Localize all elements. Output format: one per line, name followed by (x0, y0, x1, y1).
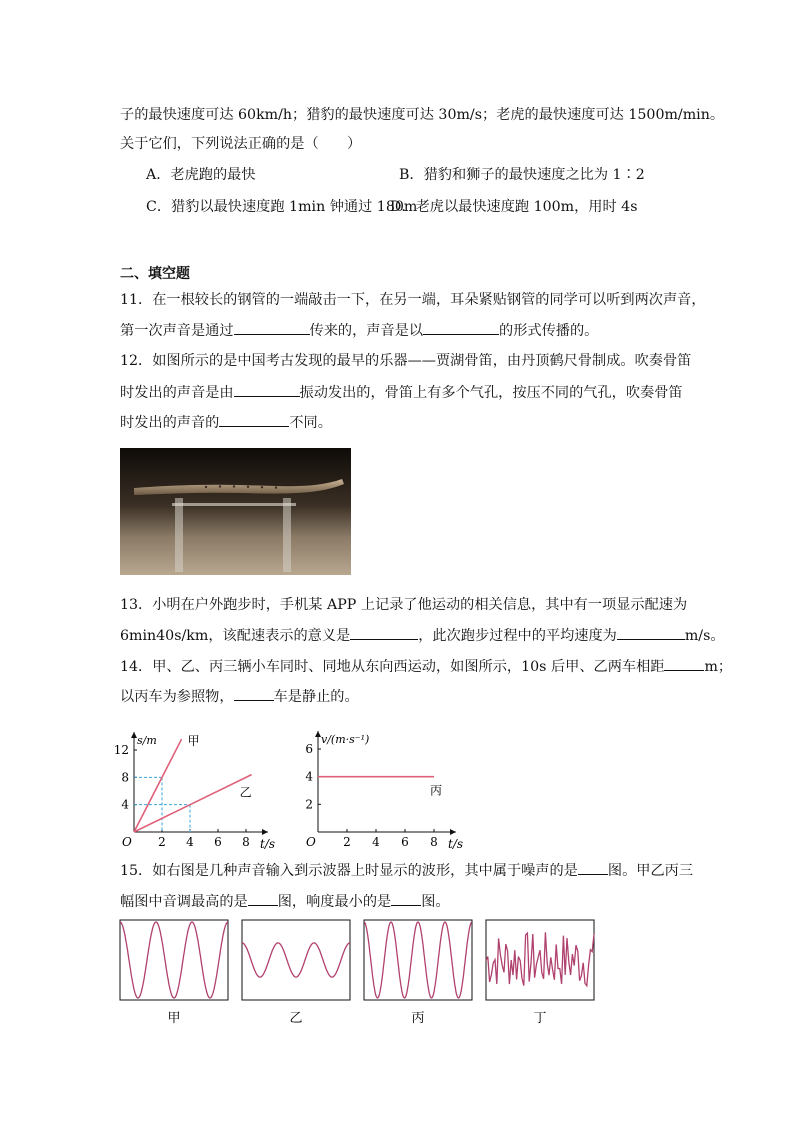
q15-blank-1[interactable] (578, 860, 608, 875)
series-label: 丙 (430, 783, 443, 798)
q11-line2 (120, 320, 598, 341)
x-axis-arrow (450, 829, 456, 835)
q11-text-b: 传来的，声音是以 (309, 323, 424, 339)
bone-flute-illustration (120, 448, 351, 575)
wave-panel-frame (242, 920, 350, 1000)
q14-blank-2[interactable] (234, 686, 274, 701)
q14-blank-1[interactable] (664, 656, 704, 671)
q10-option-c: C．猎豹以最快速度跑 1min 钟通过 180m (146, 199, 418, 215)
q13-text-c: m/s。 (684, 628, 725, 644)
q14-line2 (120, 686, 359, 707)
q12-text-b: 振动发出的，骨笛上有多个气孔，按压不同的气孔，吹奏骨笛 (299, 385, 683, 401)
wave-panel-label: 丙 (411, 1011, 425, 1026)
x-tick-label: 2 (343, 835, 351, 849)
q11-text-a: 第一次声音是通过 (120, 323, 234, 339)
x-axis-label: t/s (260, 837, 276, 850)
x-axis-arrow (262, 829, 268, 835)
q10-line2: 关于它们，下列说法正确的是（ ） (120, 136, 362, 152)
x-tick-label: 2 (158, 835, 166, 849)
q14-line1 (120, 656, 732, 677)
q15-line1 (120, 860, 693, 881)
q14-text-c: 以丙车为参照物， (120, 689, 234, 705)
y-axis-label: v/(m·s⁻¹) (321, 733, 370, 746)
wave-panel-label: 乙 (289, 1011, 303, 1026)
y-axis-label: s/m (137, 734, 157, 747)
q15-text-b: 图。甲乙丙三 (607, 863, 694, 879)
series-label: 甲 (187, 734, 200, 749)
x-tick-label: 8 (430, 835, 438, 849)
series-line-1 (134, 775, 252, 832)
q11-blank-1[interactable] (234, 320, 310, 335)
q13-text-b: ，此次跑步过程中的平均速度为 (418, 628, 617, 644)
q12-blank-1[interactable] (234, 382, 300, 397)
q14-text-a: 14．甲、乙、丙三辆小车同时、同地从东向西运动，如图所示，10s 后甲、乙两车相距 (120, 659, 665, 675)
q12-text-d: 不同。 (289, 415, 332, 431)
x-tick-label: 8 (242, 835, 250, 849)
q15-text-a: 15．如右图是几种声音输入到示波器上时显示的波形，其中属于噪声的是 (120, 863, 578, 879)
q10-line1: 子的最快速度可达 60km/h；猎豹的最快速度可达 30m/s；老虎的最快速度可达 1500m/min。 (120, 107, 725, 123)
series-label: 乙 (239, 785, 252, 800)
wave-panel-frame (120, 920, 228, 1000)
q15-text-c: 幅图中音调最高的是 (120, 894, 248, 910)
q11-line1: 11．在一根较长的钢管的一端敲击一下，在另一端，耳朵紧贴钢管的同学可以听到两次声音， (120, 292, 706, 308)
q13-line1: 13．小明在户外跑步时，手机某 APP 上记录了他运动的相关信息，其中有一项显示配速为 (120, 597, 688, 613)
q14-text-b: m； (704, 659, 733, 675)
q11-blank-2[interactable] (423, 320, 499, 335)
q10-option-d: D．老虎以最快速度跑 100m，用时 4s (390, 199, 638, 215)
q14-text-d: 车是静止的。 (273, 689, 359, 705)
q13-text-a: 6min40s/km，该配速表示的意义是 (120, 628, 351, 644)
q15-blank-2[interactable] (248, 891, 278, 906)
x-tick-label: 6 (401, 835, 409, 849)
wave-panel-label: 甲 (167, 1011, 181, 1026)
q12-line1: 12．如图所示的是中国考古发现的最早的乐器——贾湖骨笛，由丹顶鹤尺骨制成。吹奏骨笛 (120, 353, 692, 369)
q12-line2 (120, 382, 683, 403)
y-tick-label: 8 (121, 770, 129, 785)
x-tick-label: 4 (186, 835, 194, 849)
waveform-panels (118, 918, 598, 1028)
st-graph (112, 714, 282, 850)
q10-option-a: A．老虎跑的最快 (146, 167, 256, 183)
x-tick-label: 6 (214, 835, 222, 849)
series-line-0 (134, 739, 182, 832)
q15-text-d: 图，响度最小的是 (277, 894, 392, 910)
q12-text-a: 时发出的声音是由 (120, 385, 234, 401)
q13-blank-2[interactable] (617, 625, 685, 640)
section-title: 二、填空题 (120, 266, 190, 282)
q12-text-c: 时发出的声音的 (120, 415, 220, 431)
q12-blank-2[interactable] (219, 412, 289, 427)
q12-line3 (120, 412, 332, 433)
q11-text-c: 的形式传播的。 (499, 323, 599, 339)
q10-option-b: B．猎豹和狮子的最快速度之比为 1∶2 (399, 167, 645, 183)
wave-panel-label: 丁 (533, 1011, 547, 1026)
y-tick-label: 2 (305, 797, 313, 812)
q15-blank-3[interactable] (391, 891, 421, 906)
q13-blank-1[interactable] (350, 625, 418, 640)
y-tick-label: 4 (305, 769, 313, 784)
y-tick-label: 4 (121, 797, 129, 812)
vt-graph (300, 714, 470, 850)
x-tick-label: 4 (372, 835, 380, 849)
q15-line2 (120, 891, 450, 912)
q15-text-e: 图。 (421, 894, 450, 910)
y-tick-label: 12 (113, 743, 129, 757)
y-tick-label: 6 (305, 742, 313, 756)
origin-label: O (122, 835, 132, 849)
q13-line2 (120, 625, 725, 646)
bone-flute-photo (120, 448, 351, 575)
x-axis-label: t/s (448, 837, 464, 850)
origin-label: O (306, 835, 316, 849)
